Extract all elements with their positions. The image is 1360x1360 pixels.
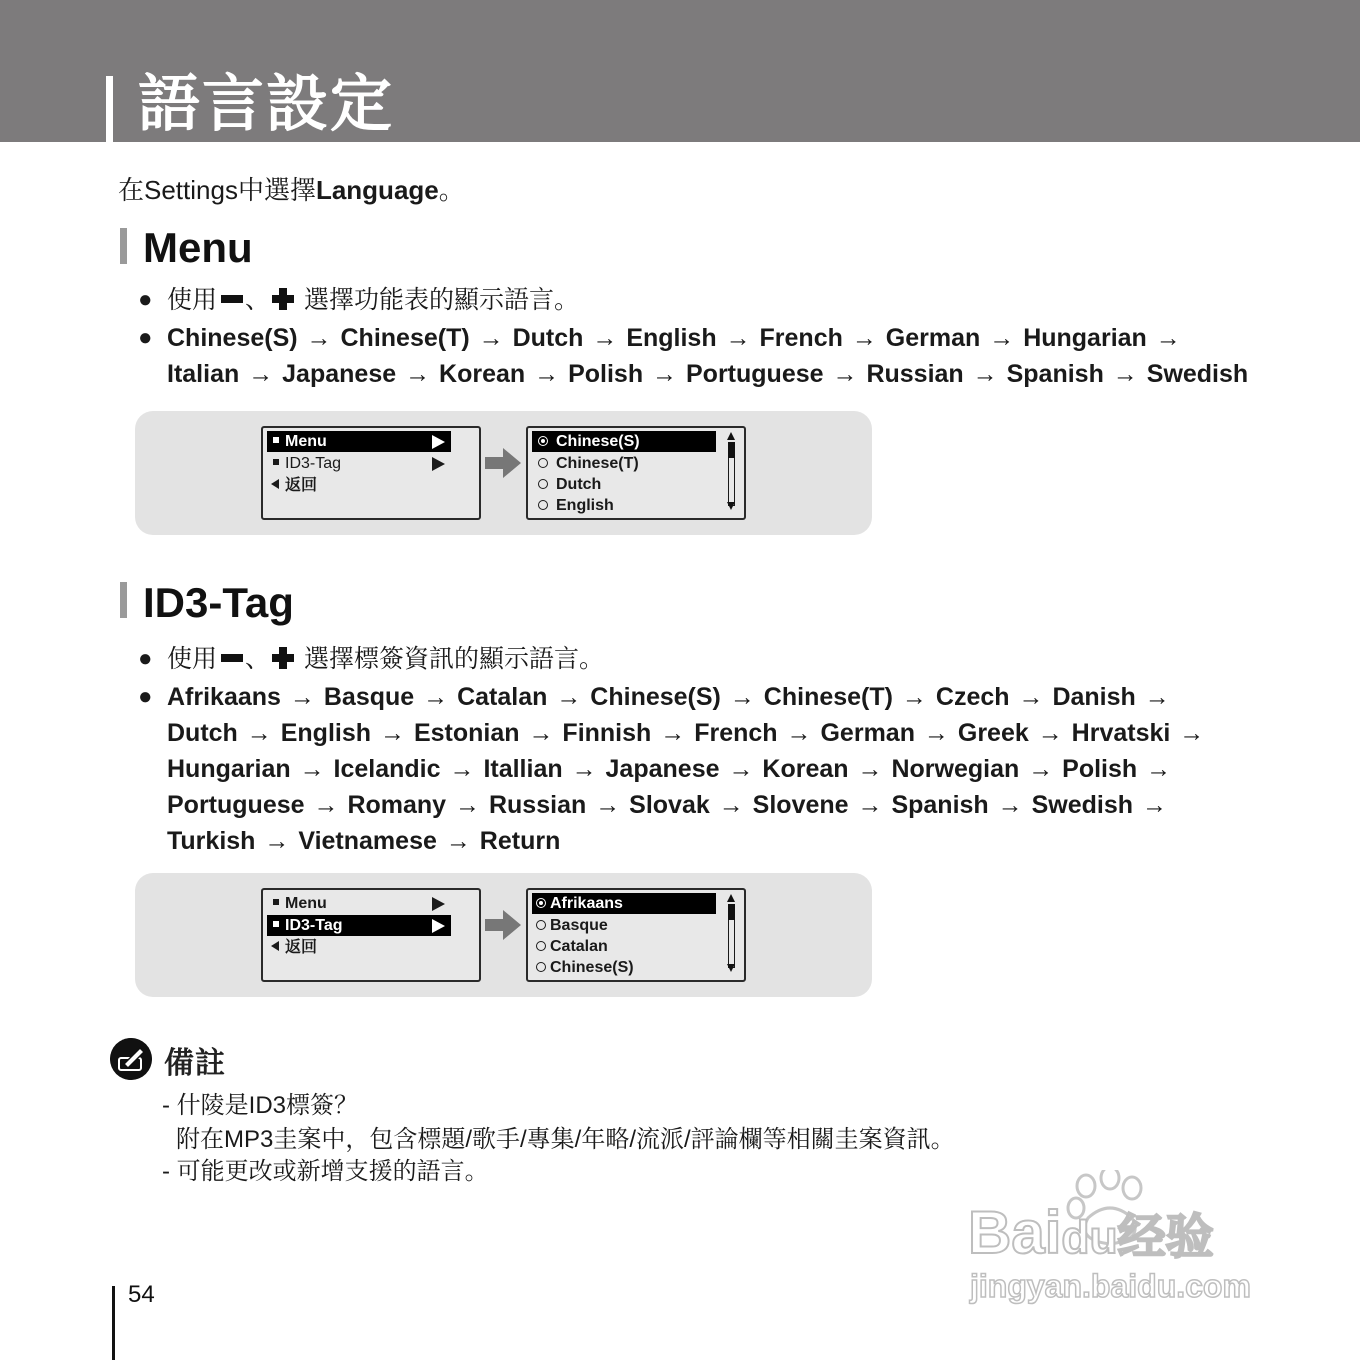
language-name: Chinese(T) [340,324,470,352]
language-name: Dutch [167,719,238,747]
arrow-separator: → [916,719,956,747]
screen-panel-id3 [135,873,872,997]
minus-button-icon [221,654,243,662]
arrow-separator: → [779,719,819,747]
arrow-separator: → [965,360,1005,388]
arrow-separator: → [844,324,884,352]
menu-row-id3 [267,915,451,936]
language-name: Hrvatski [1071,719,1171,747]
page-title: 語言設定 [138,67,395,140]
language-name: Norwegian [891,755,1020,783]
use-text: 選擇功能表的顯示語言。 [304,286,580,314]
arrow-separator: → [1011,683,1051,711]
radio-icon [538,458,548,468]
row-label: ID3-Tag [285,917,343,934]
arrow-separator: → [585,324,625,352]
lang-row [532,936,716,957]
bullet-square-icon [273,437,279,443]
arrow-separator: → [982,324,1022,352]
scroll-down-icon [727,502,735,510]
use-text: 選擇標簽資訊的顯示語言。 [304,645,605,673]
arrow-separator: → [1105,360,1145,388]
arrow-separator: → [1137,683,1170,711]
bullet-dot: ● [138,324,153,351]
arrow-separator: → [549,683,589,711]
screen-panel-menu [135,411,872,535]
radio-selected-icon [536,898,546,908]
arrow-separator: → [711,791,751,819]
row-label: Menu [285,895,327,912]
arrow-separator: → [588,791,628,819]
id3-languages-line3 [167,751,1173,787]
language-name: Turkish [167,827,256,855]
row-label: ID3-Tag [285,455,342,472]
id3-languages-line5 [167,823,560,859]
arrow-separator: → [241,360,281,388]
scroll-up-icon [727,432,735,440]
arrow-separator: → [894,683,934,711]
language-name: Portuguese [167,791,305,819]
row-label: Menu [285,433,327,450]
language-name: German [885,324,981,352]
intro-prefix: 在Settings中選擇 [118,175,316,205]
language-name: French [759,324,843,352]
arrow-separator: → [564,755,604,783]
use-separator: 、 [245,286,271,314]
watermark-url: jingyan.baidu.com [970,1268,1251,1304]
arrow-separator: → [850,791,890,819]
bullet-dot: ● [138,286,153,313]
row-label: Dutch [556,476,602,493]
row-label: English [556,497,614,514]
lang-row [532,893,716,914]
language-name: Danish [1052,683,1136,711]
row-label: Chinese(S) [556,433,640,450]
scroll-down-icon [727,964,735,972]
radio-icon [536,962,546,972]
menu-row-back [267,475,451,496]
page-number-bar [112,1286,115,1360]
menu-row-menu [267,431,451,452]
watermark-brand-part2: du [1061,1211,1118,1263]
radio-selected-icon [538,436,548,446]
device-screen-left [261,426,481,520]
language-name: Japanese [282,360,397,388]
language-name: English [280,719,372,747]
language-name: Polish [1062,755,1138,783]
lang-row [532,915,716,936]
intro-suffix: 。 [438,175,465,205]
arrow-separator: → [722,683,762,711]
radio-icon [538,479,548,489]
use-prefix: 使用 [167,645,218,673]
back-arrow-icon [271,479,279,489]
bullet-square-icon [273,921,279,927]
language-name: Itallian [483,755,563,783]
baidu-watermark-logo [968,1170,1278,1310]
language-name: Czech [935,683,1010,711]
bullet-dot: ● [138,645,153,672]
arrow-separator: → [1172,719,1205,747]
menu-languages-line2 [167,356,1248,392]
language-name: Chinese(S) [590,683,721,711]
arrow-separator: → [282,683,322,711]
row-label: Catalan [550,938,608,955]
device-screen-right [526,426,746,520]
language-name: Russian [488,791,587,819]
language-name: Catalan [457,683,548,711]
section-title-menu: Menu [143,224,253,271]
use-separator: 、 [245,645,271,673]
language-name: Portuguese [686,360,824,388]
minus-button-icon [221,295,243,303]
plus-button-icon [272,288,294,310]
row-label: Basque [550,917,608,934]
note-title: 備註 [164,1047,226,1080]
language-name: Hungarian [167,755,291,783]
watermark-cn: 经验 [1117,1211,1214,1264]
note-pencil-icon [110,1038,152,1080]
arrow-separator: → [721,755,761,783]
scrollbar [727,432,734,510]
id3-use-line [167,641,604,677]
header-accent-bar [106,76,113,142]
bullet-square-icon [273,459,279,465]
bullet-square-icon [273,899,279,905]
arrow-separator: → [373,719,412,747]
section-bar-menu [120,228,127,264]
language-name: English [626,324,717,352]
play-arrow-icon [432,435,445,449]
row-label: Chinese(T) [556,455,639,472]
lang-row [532,431,716,452]
language-name: Polish [568,360,644,388]
language-name: Chinese(S) [167,324,298,352]
arrow-separator: → [292,755,332,783]
language-name: Spanish [891,791,989,819]
menu-row-id3 [267,453,451,474]
scrollbar [727,894,734,972]
radio-icon [536,920,546,930]
language-name: Greek [957,719,1029,747]
radio-icon [538,500,548,510]
language-name: Italian [167,360,240,388]
language-name: Swedish [1146,360,1249,388]
plus-button-icon [272,647,294,669]
play-arrow-icon [432,457,445,471]
scroll-thumb [728,904,735,920]
language-name: Slovene [752,791,849,819]
arrow-separator: → [257,827,297,855]
back-arrow-icon [271,941,279,951]
language-name: Dutch [512,324,584,352]
language-name: Hungarian [1023,324,1147,352]
arrow-separator: → [645,360,684,388]
section-title-id3: ID3-Tag [143,579,294,626]
device-screen-left [261,888,481,982]
lang-row [532,453,716,474]
note-line-2: 附在MP3圭案中，包含標題/歌手/專集/年略/流派/評論欄等相關圭案資訊。 [176,1126,955,1153]
language-name: Swedish [1031,791,1134,819]
right-arrow-icon [485,448,521,478]
language-name: Finnish [562,719,652,747]
arrow-separator: → [825,360,865,388]
arrow-separator: → [527,360,567,388]
language-name: German [820,719,915,747]
section-bar-id3 [120,582,127,618]
arrow-separator: → [1030,719,1070,747]
menu-row-menu [267,893,451,914]
language-name: Spanish [1006,360,1104,388]
row-label: 返回 [285,939,318,956]
watermark-brand-part1: Bai [968,1199,1062,1266]
language-name: Slovak [629,791,710,819]
arrow-separator: → [239,719,279,747]
intro-text [118,172,465,208]
arrow-separator: → [653,719,693,747]
arrow-separator: → [398,360,438,388]
use-prefix: 使用 [167,286,218,314]
language-name: Return [479,827,561,855]
arrow-separator: → [448,791,487,819]
note-line-3: - 可能更改或新增支援的語言。 [162,1158,489,1185]
arrow-separator: → [1021,755,1061,783]
scroll-thumb [728,442,735,458]
arrow-separator: → [306,791,346,819]
bullet-dot: ● [138,683,153,710]
language-name: Korean [439,360,526,388]
language-name: Afrikaans [167,683,281,711]
language-name: Icelandic [333,755,441,783]
play-arrow-icon [432,897,445,911]
row-label: 返回 [285,477,318,494]
play-arrow-icon [432,919,445,933]
lang-row [532,957,716,978]
menu-languages-line1 [167,320,1183,356]
language-name: French [694,719,778,747]
lang-row [532,495,716,516]
menu-row-back [267,937,451,958]
language-name: Chinese(T) [763,683,893,711]
language-name: Romany [347,791,447,819]
arrow-separator: → [416,683,456,711]
id3-languages-line2 [167,715,1206,751]
arrow-separator: → [299,324,339,352]
arrow-separator: → [1139,755,1172,783]
page-number: 54 [128,1281,155,1308]
id3-languages-line1 [167,679,1172,715]
watermark-brand [968,1198,1214,1273]
id3-languages-line4 [167,787,1169,823]
language-name: Estonian [413,719,520,747]
device-screen-right [526,888,746,982]
arrow-separator: → [718,324,758,352]
arrow-separator: → [521,719,561,747]
intro-bold: Language [315,175,439,205]
language-name: Russian [866,360,964,388]
row-label: Chinese(S) [550,959,634,976]
radio-icon [536,941,546,951]
arrow-separator: → [1148,324,1181,352]
arrow-separator: → [442,755,482,783]
arrow-separator: → [471,324,511,352]
arrow-separator: → [438,827,478,855]
arrow-separator: → [1135,791,1167,819]
language-name: Japanese [605,755,720,783]
arrow-separator: → [850,755,890,783]
arrow-separator: → [990,791,1030,819]
language-name: Vietnamese [298,827,437,855]
row-label: Afrikaans [550,895,623,912]
language-name: Basque [323,683,415,711]
note-line-1: - 什陵是ID3標簽？ [162,1092,359,1119]
lang-row [532,474,716,495]
scroll-up-icon [727,894,735,902]
right-arrow-icon [485,910,521,940]
language-name: Korean [762,755,849,783]
menu-use-line [167,282,579,318]
